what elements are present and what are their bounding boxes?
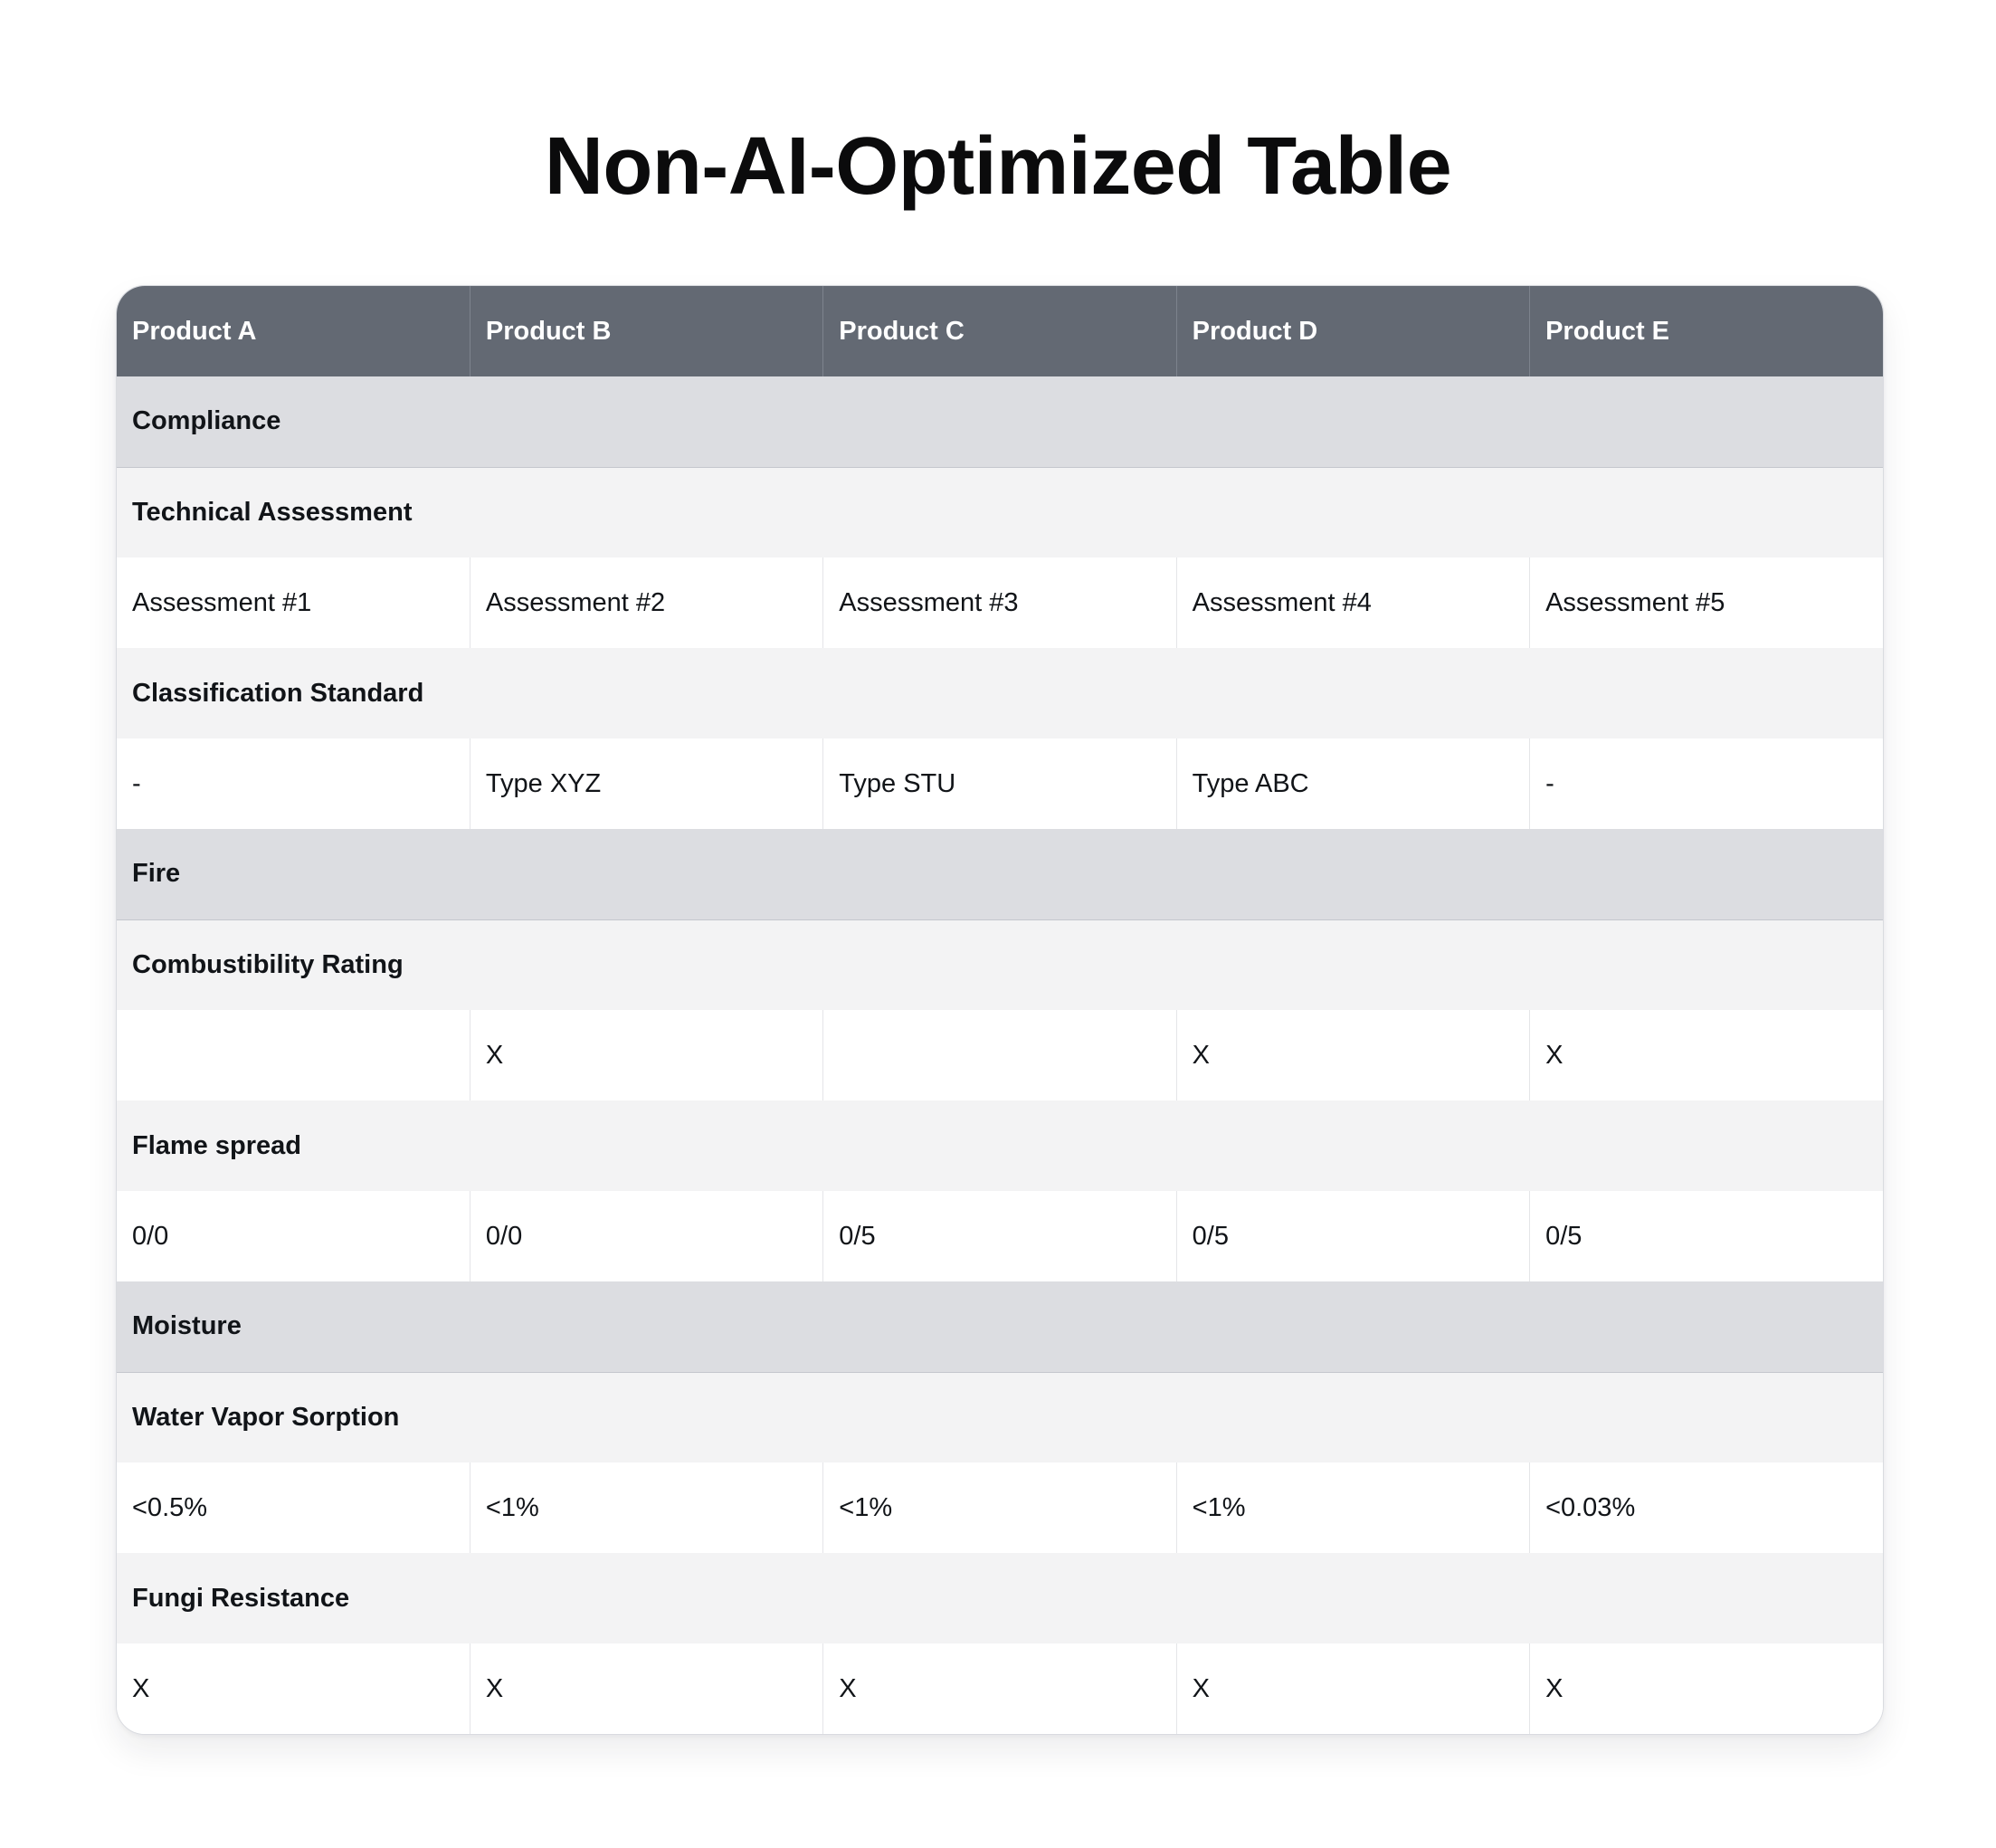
table-cell: 0/5	[1176, 1191, 1529, 1281]
table-cell: X	[823, 1643, 1176, 1734]
attribute-row-technical-assessment	[117, 467, 1883, 557]
table-cell: Type ABC	[1176, 738, 1529, 829]
column-header-product-b: Product B	[470, 286, 822, 376]
table-cell	[117, 1010, 470, 1100]
table-cell: <0.03%	[1530, 1462, 1883, 1553]
column-header-product-e: Product E	[1530, 286, 1883, 376]
table-cell: Assessment #2	[470, 557, 822, 648]
section-label: Moisture	[117, 1281, 1883, 1372]
table-cell: X	[470, 1010, 822, 1100]
column-header-product-d: Product D	[1176, 286, 1529, 376]
attribute-label: Fungi Resistance	[117, 1553, 1883, 1643]
table-cell: Type XYZ	[470, 738, 822, 829]
table-cell: <1%	[823, 1462, 1176, 1553]
attribute-row-combustibility-rating	[117, 919, 1883, 1010]
table-cell: X	[1176, 1643, 1529, 1734]
attribute-row-water-vapor-sorption	[117, 1372, 1883, 1462]
table-cell: <1%	[1176, 1462, 1529, 1553]
attribute-label: Classification Standard	[117, 648, 1883, 738]
table-cell: -	[1530, 738, 1883, 829]
table-cell: X	[1176, 1010, 1529, 1100]
column-header-product-c: Product C	[823, 286, 1176, 376]
table-cell	[823, 1010, 1176, 1100]
table-row	[117, 1010, 1883, 1100]
table-cell: Type STU	[823, 738, 1176, 829]
attribute-label: Combustibility Rating	[117, 919, 1883, 1010]
attribute-row-flame-spread	[117, 1100, 1883, 1191]
table-cell: X	[117, 1643, 470, 1734]
comparison-table	[117, 286, 1883, 1734]
attribute-label: Flame spread	[117, 1100, 1883, 1191]
table-cell: -	[117, 738, 470, 829]
attribute-row-fungi-resistance	[117, 1553, 1883, 1643]
table-cell: <0.5%	[117, 1462, 470, 1553]
table-cell: 0/5	[823, 1191, 1176, 1281]
attribute-label: Technical Assessment	[117, 467, 1883, 557]
table-cell: 0/0	[117, 1191, 470, 1281]
table-cell: Assessment #1	[117, 557, 470, 648]
table-cell: X	[470, 1643, 822, 1734]
table-row	[117, 1191, 1883, 1281]
comparison-table-card	[116, 285, 1884, 1735]
section-label: Fire	[117, 829, 1883, 919]
table-cell: Assessment #5	[1530, 557, 1883, 648]
table-row	[117, 557, 1883, 648]
table-header-row	[117, 286, 1883, 376]
attribute-row-classification-standard	[117, 648, 1883, 738]
table-cell: X	[1530, 1643, 1883, 1734]
table-cell: <1%	[470, 1462, 822, 1553]
table-cell: Assessment #3	[823, 557, 1176, 648]
attribute-label: Water Vapor Sorption	[117, 1372, 1883, 1462]
table-cell: X	[1530, 1010, 1883, 1100]
section-row-compliance	[117, 376, 1883, 467]
section-row-moisture	[117, 1281, 1883, 1372]
table-row	[117, 738, 1883, 829]
table-cell: 0/5	[1530, 1191, 1883, 1281]
table-row	[117, 1462, 1883, 1553]
table-row	[117, 1643, 1883, 1734]
table-cell: Assessment #4	[1176, 557, 1529, 648]
table-cell: 0/0	[470, 1191, 822, 1281]
section-row-fire	[117, 829, 1883, 919]
section-label: Compliance	[117, 376, 1883, 467]
column-header-product-a: Product A	[117, 286, 470, 376]
page-title: Non-AI-Optimized Table	[544, 121, 1452, 212]
